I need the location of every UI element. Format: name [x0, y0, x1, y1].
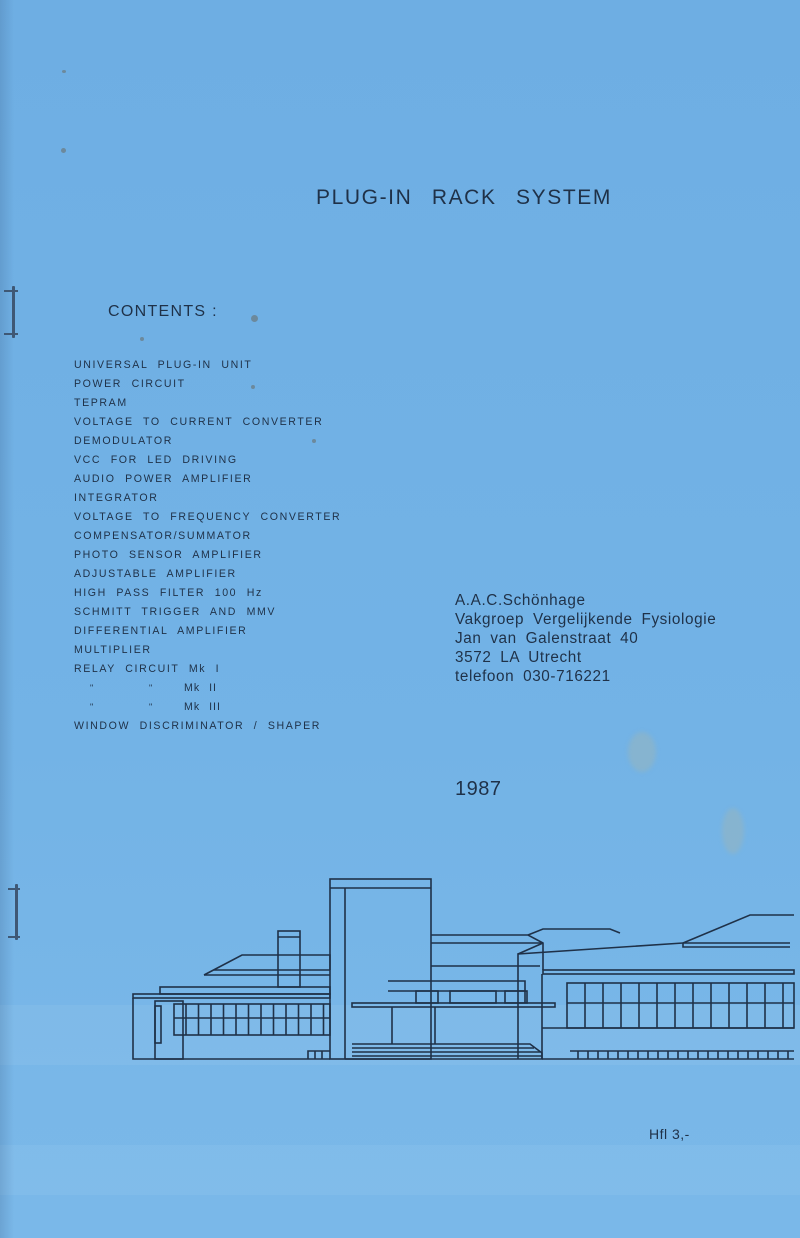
contents-item-variant: [74, 679, 341, 698]
contents-item: ADJUSTABLE AMPLIFIER: [74, 568, 237, 580]
document-title: PLUG-IN RACK SYSTEM: [316, 186, 612, 209]
street-address: Jan van Galenstraat 40: [455, 630, 639, 647]
chimney-shape: [278, 931, 300, 987]
author-address: [455, 591, 716, 686]
staple-top-mark: [4, 333, 18, 335]
binding-shadow: [0, 0, 14, 1238]
ditto-mark: ": [149, 702, 154, 712]
contents-item: AUDIO POWER AMPLIFIER: [74, 473, 253, 485]
contents-heading: CONTENTS :: [108, 303, 218, 320]
contents-item: WINDOW DISCRIMINATOR / SHAPER: [74, 720, 321, 732]
contents-item: MULTIPLIER: [74, 644, 152, 656]
contents-item: HIGH PASS FILTER 100 Hz: [74, 587, 263, 599]
ditto-mark: ": [90, 683, 95, 693]
speck: [251, 315, 258, 322]
staple-top: [12, 286, 15, 338]
contents-item: RELAY CIRCUIT Mk I: [74, 663, 221, 675]
staple-top-mark: [4, 290, 18, 292]
relay-variant-label: Mk III: [184, 701, 221, 713]
contents-item: VCC FOR LED DRIVING: [74, 454, 238, 466]
contents-item: TEPRAM: [74, 397, 128, 409]
window-band: [567, 983, 794, 1028]
publication-year: 1987: [455, 778, 502, 800]
speck: [62, 70, 66, 73]
window-band: [174, 1004, 330, 1035]
contents-item: PHOTO SENSOR AMPLIFIER: [74, 549, 263, 561]
author-name: A.A.C.Schönhage: [455, 592, 586, 609]
ditto-mark: ": [149, 683, 154, 693]
department: Vakgroep Vergelijkende Fysiologie: [455, 611, 717, 628]
paper-band: [0, 1145, 800, 1195]
contents-item: UNIVERSAL PLUG-IN UNIT: [74, 359, 253, 371]
staple-bottom-mark: [8, 888, 20, 890]
contents-item: SCHMITT TRIGGER AND MMV: [74, 606, 277, 618]
speck: [61, 148, 66, 153]
contents-item: INTEGRATOR: [74, 492, 159, 504]
contents-list: [74, 356, 341, 736]
speck: [140, 337, 144, 341]
phone: telefoon 030-716221: [455, 668, 611, 685]
contents-item-variant: [74, 698, 341, 717]
contents-item: DIFFERENTIAL AMPLIFIER: [74, 625, 248, 637]
staple-bottom-mark: [8, 936, 20, 938]
price-label: Hfl 3,-: [649, 1126, 690, 1142]
contents-item: POWER CIRCUIT: [74, 378, 186, 390]
roof-line: [204, 955, 330, 975]
building-illustration: [130, 873, 800, 1068]
contents-item: DEMODULATOR: [74, 435, 174, 447]
relay-variant-label: Mk II: [184, 682, 217, 694]
contents-item: VOLTAGE TO FREQUENCY CONVERTER: [74, 511, 342, 523]
postal-city: 3572 LA Utrecht: [455, 649, 582, 666]
stain: [722, 808, 744, 854]
stain: [628, 732, 656, 772]
ditto-mark: ": [90, 702, 95, 712]
contents-item: COMPENSATOR/SUMMATOR: [74, 530, 252, 542]
staple-bottom: [15, 884, 18, 940]
contents-item: VOLTAGE TO CURRENT CONVERTER: [74, 416, 324, 428]
